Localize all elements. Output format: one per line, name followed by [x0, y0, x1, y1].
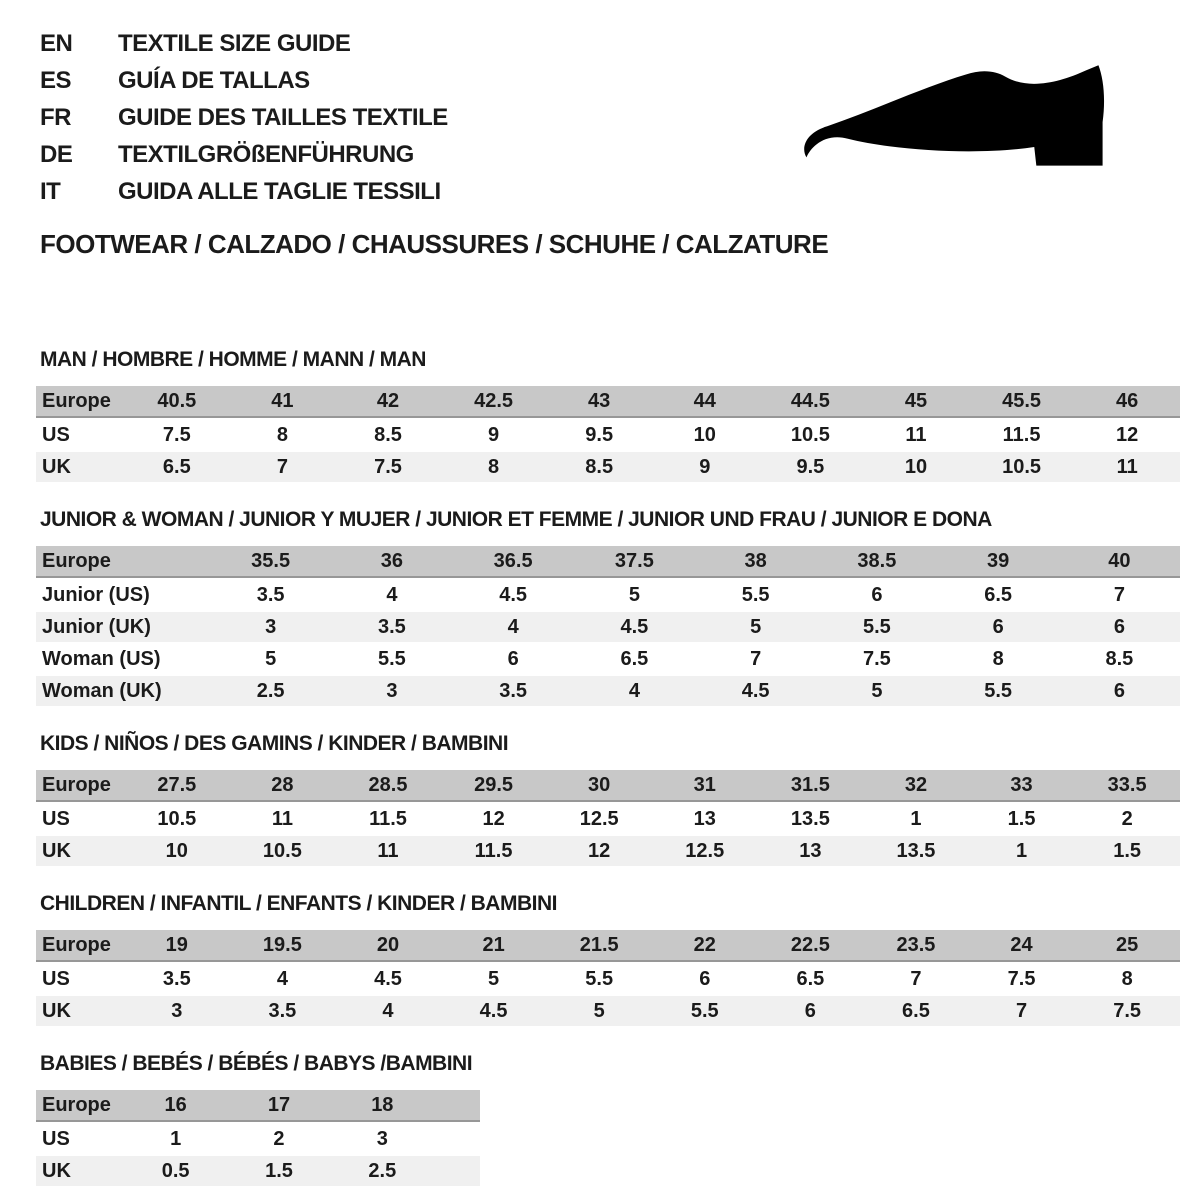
- size-value: 42: [376, 389, 400, 412]
- size-value: 42.5: [474, 389, 514, 412]
- size-value: 10: [904, 455, 928, 478]
- section-title-junior-woman: JUNIOR & WOMAN / JUNIOR Y MUJER / JUNIOR ET FEMME / JUNIOR UND FRAU / JUNIOR E DONA: [40, 508, 992, 531]
- size-value: 13: [693, 807, 716, 830]
- size-value: 16: [164, 1093, 187, 1116]
- guide-title: GUÍA DE TALLAS: [118, 67, 310, 94]
- size-value: 10.5: [1002, 455, 1042, 478]
- table-row-kids-uk: [36, 836, 1180, 866]
- size-value: 40.5: [157, 389, 197, 412]
- size-value: 7.5: [1007, 967, 1036, 990]
- size-value: 7.5: [862, 647, 891, 670]
- size-value: 41: [271, 389, 294, 412]
- language-code: EN: [40, 30, 73, 57]
- size-value: 5: [488, 967, 500, 990]
- size-value: 4.5: [374, 967, 402, 990]
- size-tables: [0, 348, 1200, 1186]
- row-label: Woman (US): [42, 647, 161, 670]
- size-value: 4: [382, 999, 394, 1022]
- size-table-junior-woman: [36, 546, 1180, 706]
- size-value: 31.5: [790, 773, 830, 796]
- size-value: 1.5: [265, 1159, 293, 1182]
- size-value: 45.5: [1002, 389, 1042, 412]
- size-value: 11.5: [369, 807, 407, 830]
- size-table-children: [36, 930, 1180, 1026]
- size-table-babies: [36, 1090, 480, 1186]
- row-label: Europe: [42, 549, 111, 572]
- section-title-man: MAN / HOMBRE / HOMME / MANN / MAN: [40, 348, 426, 371]
- size-value: 3.5: [256, 583, 285, 606]
- size-value: 35.5: [251, 549, 291, 572]
- size-value: 8: [1121, 967, 1133, 990]
- size-value: 0.5: [161, 1159, 190, 1182]
- size-value: 7: [1015, 999, 1028, 1022]
- size-value: 4.5: [741, 679, 770, 702]
- size-value: 6: [992, 615, 1004, 638]
- size-value: 5: [750, 615, 762, 638]
- size-value: 8: [488, 455, 500, 478]
- size-value: 39: [987, 549, 1010, 572]
- size-value: 6: [507, 647, 519, 670]
- size-section-children: [36, 892, 1200, 1026]
- size-value: 9: [488, 423, 500, 446]
- size-value: 29.5: [474, 773, 514, 796]
- size-value: 7.5: [1113, 999, 1142, 1022]
- size-value: 7: [276, 455, 288, 478]
- size-value: 1.5: [1113, 839, 1142, 862]
- section-title-babies: BABIES / BEBÉS / BÉBÉS / BABYS /BAMBINI: [40, 1052, 473, 1075]
- row-label: Junior (UK): [42, 615, 151, 638]
- size-value: 11: [1116, 455, 1138, 478]
- size-value: 5: [265, 647, 277, 670]
- size-value: 33: [1010, 773, 1033, 796]
- size-value: 3.5: [162, 967, 191, 990]
- size-value: 12: [588, 839, 611, 862]
- size-value: 6: [804, 999, 816, 1022]
- size-value: 23.5: [896, 933, 936, 956]
- size-value: 9: [699, 455, 711, 478]
- size-value: 27.5: [157, 773, 197, 796]
- size-value: 31: [693, 773, 716, 796]
- table-row-junior-woman-junior-us-: [36, 580, 1180, 610]
- row-label: US: [42, 1127, 70, 1150]
- size-value: 2: [1121, 807, 1133, 830]
- size-value: 43: [588, 389, 611, 412]
- size-value: 19.5: [262, 933, 302, 956]
- size-value: 25: [1116, 933, 1139, 956]
- size-value: 4.5: [620, 615, 649, 638]
- table-row-man-us: [36, 420, 1180, 450]
- size-value: 12: [1116, 423, 1139, 446]
- size-value: 6: [1113, 615, 1125, 638]
- size-value: 17: [267, 1093, 291, 1116]
- row-label: US: [42, 967, 70, 990]
- size-value: 21: [482, 933, 505, 956]
- size-value: 5: [628, 583, 640, 606]
- size-value: 4.5: [479, 999, 508, 1022]
- size-value: 11: [271, 807, 293, 830]
- language-code: IT: [40, 178, 61, 205]
- size-value: 33.5: [1107, 773, 1147, 796]
- table-row-junior-woman-junior-uk-: [36, 612, 1180, 642]
- size-value: 6.5: [984, 583, 1013, 606]
- size-value: 3: [265, 615, 277, 638]
- size-value: 12.5: [685, 839, 725, 862]
- size-value: 6: [699, 967, 711, 990]
- size-value: 8: [992, 647, 1004, 670]
- size-value: 44: [693, 389, 716, 412]
- size-value: 45: [904, 389, 928, 412]
- size-value: 5.5: [585, 967, 614, 990]
- language-code: FR: [40, 104, 71, 131]
- table-row-babies-europe: [36, 1090, 480, 1122]
- size-value: 36.5: [493, 549, 533, 572]
- size-value: 6.5: [162, 455, 191, 478]
- size-value: 5.5: [377, 647, 406, 670]
- size-value: 3.5: [377, 615, 406, 638]
- size-value: 22.5: [790, 933, 830, 956]
- guide-title: TEXTILGRÖßENFÜHRUNG: [118, 141, 414, 168]
- guide-title: GUIDE DES TAILLES TEXTILE: [118, 104, 448, 131]
- size-value: 11.5: [1002, 423, 1041, 446]
- size-value: 5.5: [690, 999, 719, 1022]
- size-value: 20: [376, 933, 400, 956]
- row-label: UK: [42, 455, 71, 478]
- size-value: 9.5: [585, 423, 614, 446]
- size-value: 1: [170, 1127, 182, 1150]
- size-value: 8.5: [374, 423, 402, 446]
- size-value: 6.5: [796, 967, 825, 990]
- size-value: 9.5: [796, 455, 825, 478]
- row-label: UK: [42, 1159, 71, 1182]
- table-row-man-europe: [36, 386, 1180, 418]
- size-value: 2.5: [368, 1159, 397, 1182]
- size-value: 3: [376, 1127, 388, 1150]
- language-code: DE: [40, 141, 73, 168]
- header: [0, 0, 1200, 260]
- size-value: 3.5: [499, 679, 528, 702]
- table-row-junior-woman-europe: [36, 546, 1180, 578]
- table-row-children-uk: [36, 996, 1180, 1026]
- size-value: 13.5: [790, 807, 830, 830]
- size-value: 36: [380, 549, 403, 572]
- size-value: 22: [693, 933, 716, 956]
- size-value: 40: [1108, 549, 1131, 572]
- guide-title: TEXTILE SIZE GUIDE: [118, 30, 351, 57]
- size-value: 19: [165, 933, 188, 956]
- size-value: 6: [1113, 679, 1125, 702]
- category-heading: FOOTWEAR / CALZADO / CHAUSSURES / SCHUHE / CALZATURE: [40, 229, 829, 259]
- size-value: 24: [1010, 933, 1033, 956]
- size-value: 4: [386, 583, 398, 606]
- row-label: Europe: [42, 933, 111, 956]
- size-value: 1.5: [1007, 807, 1036, 830]
- table-row-children-europe: [36, 930, 1180, 962]
- row-label: US: [42, 807, 70, 830]
- table-row-kids-us: [36, 804, 1180, 834]
- size-value: 1: [1015, 839, 1028, 862]
- size-value: 2: [273, 1127, 285, 1150]
- size-value: 28: [271, 773, 294, 796]
- size-value: 7: [910, 967, 922, 990]
- size-section-babies: [36, 1052, 1200, 1186]
- size-value: 6.5: [902, 999, 930, 1022]
- size-section-kids: [36, 732, 1200, 866]
- size-value: 5.5: [984, 679, 1013, 702]
- size-value: 10.5: [157, 807, 197, 830]
- size-value: 38.5: [857, 549, 897, 572]
- row-label: Europe: [42, 773, 111, 796]
- size-section-junior-woman: [36, 508, 1200, 706]
- size-value: 13.5: [896, 839, 936, 862]
- size-value: 4: [628, 679, 640, 702]
- size-value: 3: [386, 679, 398, 702]
- size-table-man: [36, 386, 1180, 482]
- size-value: 7: [750, 647, 762, 670]
- size-value: 28.5: [368, 773, 408, 796]
- size-value: 18: [371, 1093, 394, 1116]
- size-value: 6: [871, 583, 883, 606]
- table-row-kids-europe: [36, 770, 1180, 802]
- language-code: ES: [40, 67, 72, 94]
- row-label: UK: [42, 999, 71, 1022]
- size-value: 37.5: [614, 549, 654, 572]
- size-value: 7.5: [162, 423, 191, 446]
- table-row-babies-us: [36, 1124, 480, 1154]
- row-label: Woman (UK): [42, 679, 162, 702]
- size-value: 32: [904, 773, 928, 796]
- size-section-man: [36, 348, 1200, 482]
- size-value: 8.5: [1105, 647, 1134, 670]
- size-value: 30: [588, 773, 611, 796]
- size-value: 7.5: [374, 455, 402, 478]
- row-label: UK: [42, 839, 71, 862]
- size-value: 2.5: [256, 679, 285, 702]
- size-value: 38: [744, 549, 767, 572]
- size-value: 11: [377, 839, 399, 862]
- size-value: 21.5: [579, 933, 619, 956]
- size-value: 10.5: [790, 423, 830, 446]
- size-value: 5.5: [741, 583, 770, 606]
- row-label: Europe: [42, 389, 111, 412]
- size-value: 12.5: [579, 807, 619, 830]
- size-value: 3: [171, 999, 183, 1022]
- row-label: Junior (US): [42, 583, 150, 606]
- size-value: 5: [871, 679, 883, 702]
- shoe-icon: [792, 58, 1144, 206]
- size-value: 4: [276, 967, 288, 990]
- section-title-kids: KIDS / NIÑOS / DES GAMINS / KINDER / BAMBINI: [40, 732, 509, 755]
- size-value: 8: [276, 423, 288, 446]
- size-value: 10.5: [262, 839, 302, 862]
- size-value: 3.5: [268, 999, 297, 1022]
- size-value: 13: [799, 839, 822, 862]
- size-value: 6.5: [620, 647, 649, 670]
- size-value: 4: [507, 615, 519, 638]
- size-value: 46: [1116, 389, 1139, 412]
- section-title-children: CHILDREN / INFANTIL / ENFANTS / KINDER / BAMBINI: [40, 892, 557, 915]
- guide-title: GUIDA ALLE TAGLIE TESSILI: [118, 178, 441, 205]
- size-value: 12: [482, 807, 505, 830]
- size-value: 10: [165, 839, 188, 862]
- size-value: 5.5: [862, 615, 891, 638]
- table-row-babies-uk: [36, 1156, 480, 1186]
- table-row-junior-woman-woman-uk-: [36, 676, 1180, 706]
- size-value: 4.5: [499, 583, 528, 606]
- row-label: US: [42, 423, 70, 446]
- size-value: 5: [593, 999, 605, 1022]
- table-row-man-uk: [36, 452, 1180, 482]
- row-label: Europe: [42, 1093, 111, 1116]
- size-value: 1: [910, 807, 922, 830]
- size-value: 10: [693, 423, 716, 446]
- size-value: 7: [1113, 583, 1125, 606]
- size-value: 8.5: [585, 455, 614, 478]
- size-value: 11: [905, 423, 927, 446]
- table-row-junior-woman-woman-us-: [36, 644, 1180, 674]
- table-row-children-us: [36, 964, 1180, 994]
- size-value: 11.5: [474, 839, 513, 862]
- size-value: 44.5: [790, 389, 830, 412]
- size-table-kids: [36, 770, 1180, 866]
